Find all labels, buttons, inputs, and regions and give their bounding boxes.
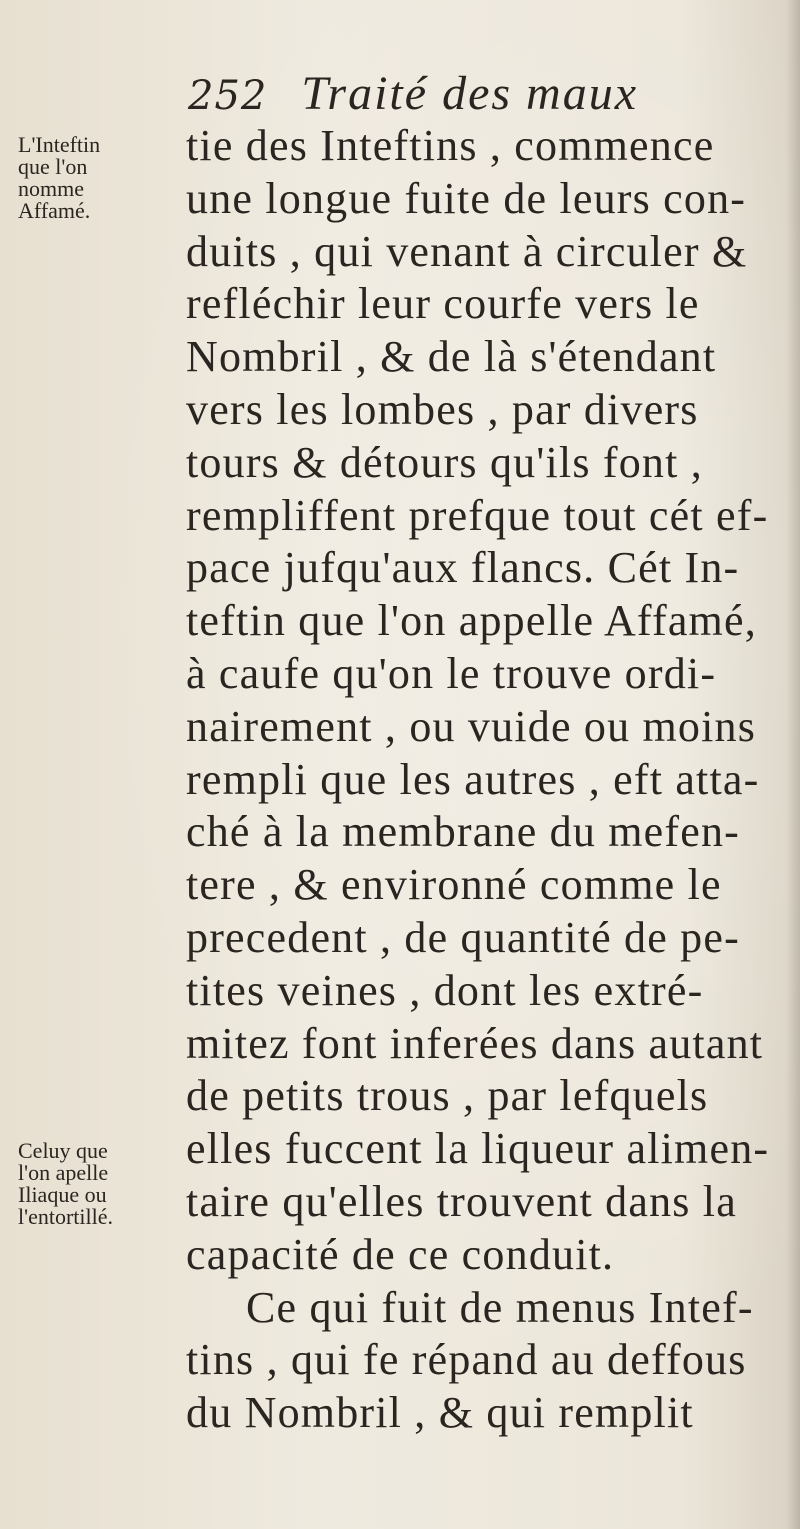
text-line: capacité de ce conduit. bbox=[186, 1229, 615, 1279]
text-line: tours & détours qu'ils font , bbox=[186, 437, 703, 487]
page-number: 252 bbox=[188, 73, 268, 119]
text-line: tites veines , dont les extré- bbox=[186, 965, 704, 1015]
text-line: mitez font inferées dans autant bbox=[186, 1018, 764, 1068]
margin-note-line: Celuy que bbox=[18, 1138, 108, 1163]
running-title: Traité des maux bbox=[301, 67, 639, 120]
margin-note-line: L'Inteftin bbox=[18, 132, 101, 157]
text-line: une longue fuite de leurs con- bbox=[186, 173, 747, 223]
text-line: tins , qui fe répand au deffous bbox=[186, 1335, 747, 1385]
margin-note-line: Affamé. bbox=[18, 198, 91, 223]
text-line: Ce qui fuit de menus Intef- bbox=[246, 1282, 754, 1332]
text-line: nairement , ou vuide ou moins bbox=[186, 701, 757, 751]
margin-note-line: nomme bbox=[18, 176, 84, 201]
margin-note-line: que l'on bbox=[18, 154, 88, 179]
text-line: Nombril , & de là s'étendant bbox=[186, 332, 717, 382]
text-line: taire qu'elles trouvent dans la bbox=[186, 1176, 737, 1226]
text-line: duits , qui venant à circuler & bbox=[186, 226, 748, 276]
margin-note-line: l'on apelle bbox=[18, 1160, 109, 1185]
text-line: pace jufqu'aux flancs. Cét In- bbox=[186, 543, 740, 593]
margin-note-line: l'entortillé. bbox=[18, 1204, 113, 1229]
text-line: du Nombril , & qui remplit bbox=[186, 1388, 694, 1438]
text-line: tere , & environné comme le bbox=[186, 860, 722, 910]
margin-note-iliaque bbox=[18, 1140, 168, 1228]
text-line: tie des Inteftins , commence bbox=[186, 121, 715, 170]
margin-note-affame bbox=[18, 134, 168, 222]
margin-note-line: Iliaque ou bbox=[18, 1182, 107, 1207]
text-line: teftin que l'on appelle Affamé, bbox=[186, 596, 757, 646]
text-line: de petits trous , par lefquels bbox=[186, 1071, 709, 1121]
text-line: rempliffent prefque tout cét ef- bbox=[186, 490, 769, 540]
text-line: precedent , de quantité de pe- bbox=[186, 912, 740, 962]
text-line: ché à la membrane du mefen- bbox=[186, 807, 741, 857]
text-line: refléchir leur courfe vers le bbox=[186, 279, 700, 329]
text-line: rempli que les autres , eft atta- bbox=[186, 754, 760, 804]
page-header bbox=[188, 66, 638, 126]
text-line: elles fuccent la liqueur alimen- bbox=[186, 1124, 770, 1174]
text-line: vers les lombes , par divers bbox=[186, 384, 699, 434]
text-line: à caufe qu'on le trouve ordi- bbox=[186, 648, 717, 698]
body-text bbox=[186, 120, 792, 1440]
